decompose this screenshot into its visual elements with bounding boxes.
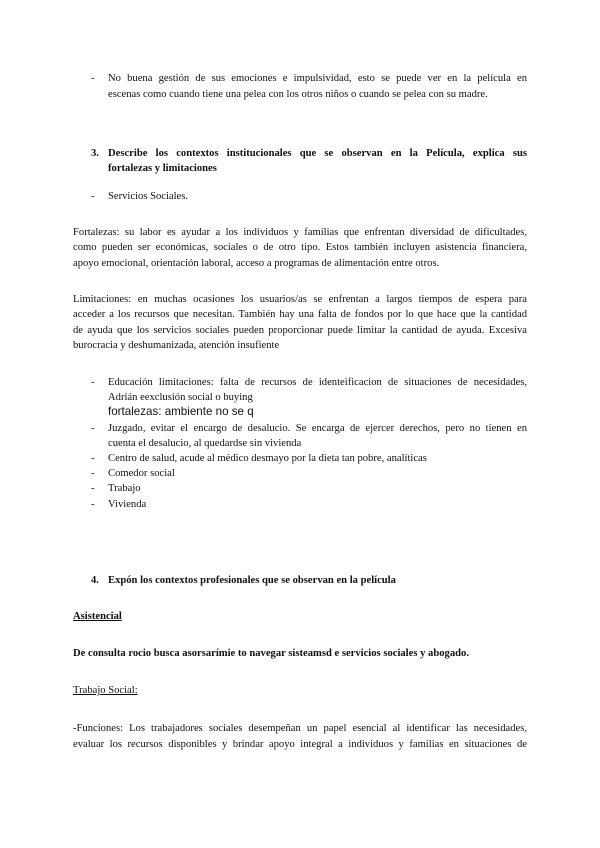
bullet-marker: - xyxy=(91,377,95,388)
list-item-line: Juzgado, evitar el encargo de desalucio. Se encarga de ejercer derechos, pero no tienen en xyxy=(108,423,527,434)
bullet-text-line: No buena gestión de sus emociones e impulsividad, esto se puede ver en la película en xyxy=(108,73,527,84)
bullet-marker: - xyxy=(91,483,95,494)
bullet-marker: - xyxy=(91,191,95,202)
bullet-text: Servicios Sociales. xyxy=(108,191,189,202)
bullet-marker: - xyxy=(91,453,95,464)
section-number: 4. xyxy=(91,575,99,586)
list-item-line: fortalezas: ambiente no se q xyxy=(108,405,254,418)
list-item: Vivienda xyxy=(108,499,147,510)
section-heading-line: fortalezas y limitaciones xyxy=(108,163,217,174)
bullet-marker: - xyxy=(91,499,95,510)
bullet-marker: - xyxy=(91,73,95,84)
bullet-marker: - xyxy=(91,468,95,479)
paragraph-line: evaluar los recursos disponibles y brindar apoyo integral a individuos y familias en situaciones de xyxy=(73,739,527,750)
list-item-line: Educación limitaciones: falta de recursos de identeificacion de situaciones de necesidades, xyxy=(108,377,527,388)
subheading-trabajo-social: Trabajo Social: xyxy=(73,685,138,696)
list-item-line: cuenta el desalucio, al quedardse sin vivienda xyxy=(108,438,302,449)
bullet-text-line: escenas como cuando tiene una pelea con los otros niños o cuando se pelea con su madre. xyxy=(108,89,488,100)
section-number: 3. xyxy=(91,148,99,159)
list-item-line: Adrián eexclusión social o buying xyxy=(108,392,253,403)
bold-paragraph: De consulta rocio busca asorsarímie to navegar sisteamsd e servicios sociales y abogado. xyxy=(73,648,469,659)
subheading-asistencial: Asistencial xyxy=(73,611,122,622)
paragraph-line: apoyo emocional, orientación laboral, acceso a programas de alimentación entre otros. xyxy=(73,258,440,269)
paragraph-line: como pueden ser económicas, sociales o de otro tipo. Estos también incluyen asistencia financiera, xyxy=(73,242,527,253)
paragraph-line: -Funciones: Los trabajadores sociales desempeñan un papel esencial al identificar las necesidades, xyxy=(73,723,527,734)
paragraph-line: de ayuda que los servicios sociales pueden proporcionar puede limitar la cantidad de ayuda. Excesiva xyxy=(73,325,527,336)
paragraph-line: acceder a los recursos que necesitan. También hay una falta de fondos por lo que hace que la cantidad xyxy=(73,309,527,320)
bullet-marker: - xyxy=(91,423,95,434)
section-heading-line: Describe los contextos institucionales que se observan en la Película, explica sus xyxy=(108,148,527,159)
paragraph-line: Fortalezas: su labor es ayudar a los individuos y familias que enfrentan diversidad de dificultades, xyxy=(73,227,527,238)
paragraph-line: Limitaciones: en muchas ocasiones los usuarios/as se enfrentan a largos tiempos de espera para xyxy=(73,294,527,305)
list-item: Comedor social xyxy=(108,468,175,479)
section-heading: Expón los contextos profesionales que se observan en la película xyxy=(108,575,396,586)
paragraph-line: burocracia y deshumanizada, atención insufiente xyxy=(73,340,280,351)
list-item: Trabajo xyxy=(108,483,141,494)
list-item: Centro de salud, acude al médico desmayo por la dieta tan pobre, analíticas xyxy=(108,453,427,464)
